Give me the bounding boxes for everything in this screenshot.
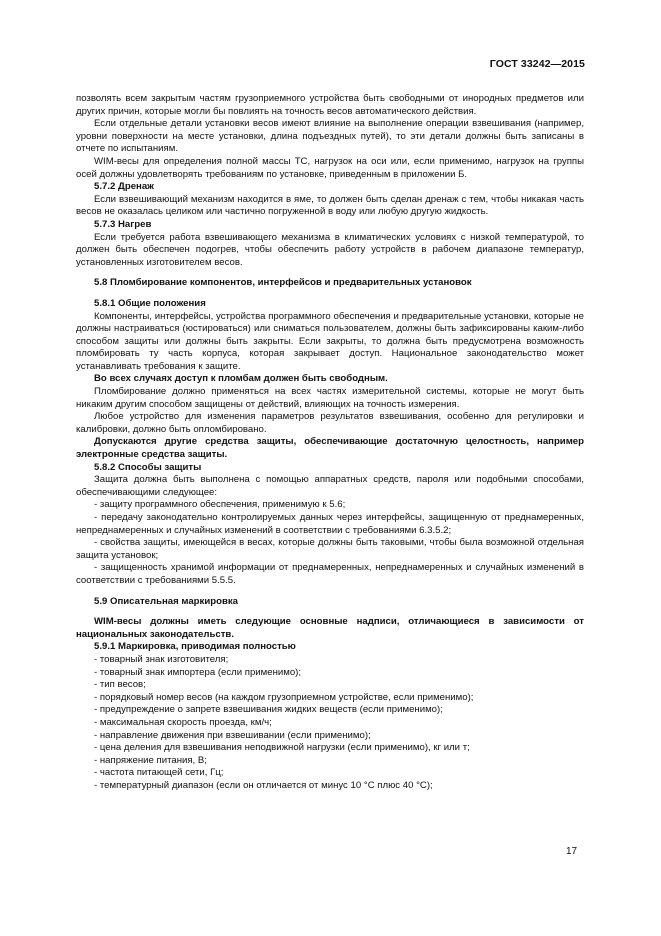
section-heading: 5.8.2 Способы защиты xyxy=(94,461,202,473)
bold-paragraph: Во всех случаях доступ к пломбам должен быть свободным. xyxy=(94,373,388,385)
list-item: - цена деления для взвешивания неподвижной нагрузки (если применимо), кг или т; xyxy=(94,742,470,754)
document-body xyxy=(76,93,584,792)
list-item: - максимальная скорость проезда, км/ч; xyxy=(94,716,272,728)
page-number: 17 xyxy=(566,846,578,857)
paragraph: позволять всем закрытым частям грузоприемного устройства быть свободными от инородных предметов или других причин, которые могли бы повлиять на точность весов автоматического действия. xyxy=(76,93,584,117)
paragraph: WIM-весы для определения полной массы ТС, нагрузок на оси или, если применимо, нагрузок на группы осей должны удовлетворять требованиям по установке, приведенным в приложении Б. xyxy=(76,155,584,180)
paragraph: Пломбирование должно применяться на всех частях измерительной системы, которые не могут быть никаким другим способом защищены от действий, влияющих на точность измерения. xyxy=(76,386,584,410)
list-item: - порядковый номер весов (на каждом грузоприемном устройстве, если применимо); xyxy=(94,691,474,703)
standard-number: ГОСТ 33242—2015 xyxy=(489,58,585,70)
bold-paragraph: Допускаются другие средства защиты, обеспечивающие достаточную целостность, например электронные средства защиты. xyxy=(76,436,584,461)
section-heading: 5.8 Пломбирование компонентов, интерфейсов и предварительных установок xyxy=(94,277,472,289)
section-heading: 5.8.1 Общие положения xyxy=(94,297,206,309)
paragraph: Если отдельные детали установки весов имеют влияние на выполнение операции взвешивания (например, уровни поверхности на месте установки, длина подъездных путей), то эти детали должны быть записаны в отчете по испытаниям. xyxy=(76,118,584,155)
list-item: - передачу законодательно контролируемых данных через интерфейсы, защищенную от преднамеренных, непреднамеренных и случайных изменений в соответствии с требованиями 6.3.5.2; xyxy=(76,512,584,536)
paragraph: Любое устройство для изменения параметров результатов взвешивания, особенно для регулировки и калибровки, должно быть опломбировано. xyxy=(76,411,584,435)
paragraph: Защита должна быть выполнена с помощью аппаратных средств, пароля или подобными способами, обеспечивающими следующее: xyxy=(76,474,584,498)
list-item: - товарный знак импортера (если применимо); xyxy=(94,666,302,678)
paragraph: Если взвешивающий механизм находится в яме, то должен быть сделан дренаж с тем, чтобы никакая часть весов не оказалась целиком или частично погруженной в воду или любую другую жидкость. xyxy=(76,193,584,218)
list-item: - направление движения при взвешивании (если применимо); xyxy=(94,729,371,741)
section-heading: 5.7.3 Нагрев xyxy=(94,218,152,230)
list-item: - частота питающей сети, Гц; xyxy=(94,767,224,779)
list-item: - защищенность хранимой информации от преднамеренных, непреднамеренных и случайных изменений в соответствии с требованиями 5.5.5. xyxy=(76,562,584,586)
list-item: - тип весов; xyxy=(94,679,146,691)
section-heading: 5.7.2 Дренаж xyxy=(94,181,154,193)
list-item: - защиту программного обеспечения, применимую к 5.6; xyxy=(94,499,346,511)
section-heading: 5.9 Описательная маркировка xyxy=(94,595,238,607)
list-item: - предупреждение о запрете взвешивания жидких веществ (если применимо); xyxy=(94,704,443,716)
list-item: - свойства защиты, имеющейся в весах, которые должны быть таковыми, чтобы была возможной отдельная защита установок; xyxy=(76,537,584,561)
paragraph: Если требуется работа взвешивающего механизма в климатических условиях с низкой температурой, то должен быть обеспечен подогрев, чтобы обеспечить работу устройств в рабочем диапазоне температур, установленных изготовителем весов. xyxy=(76,231,584,268)
list-item: - температурный диапазон (если он отличается от минус 10 °С плюс 40 °С); xyxy=(94,779,433,791)
section-heading: 5.9.1 Маркировка, приводимая полностью xyxy=(94,641,296,653)
list-item: - напряжение питания, В; xyxy=(94,754,207,766)
list-item: - товарный знак изготовителя; xyxy=(94,653,229,665)
bold-paragraph: WIM-весы должны иметь следующие основные надписи, отличающиеся в зависимости от национальных законодательств. xyxy=(76,616,584,640)
paragraph: Компоненты, интерфейсы, устройства программного обеспечения и предварительные установки, которые не должны настраиваться (юстироваться) или сниматься пользователем, должны быть зафиксированы каким-либо способом защиты или должны быть закрыты. Если закрыты, то должна быть предусмотрена возможность пломбировать ту часть корпуса, которая закрывает доступ. Национальное законодательство может устанавливать требования к защите. xyxy=(76,310,584,372)
